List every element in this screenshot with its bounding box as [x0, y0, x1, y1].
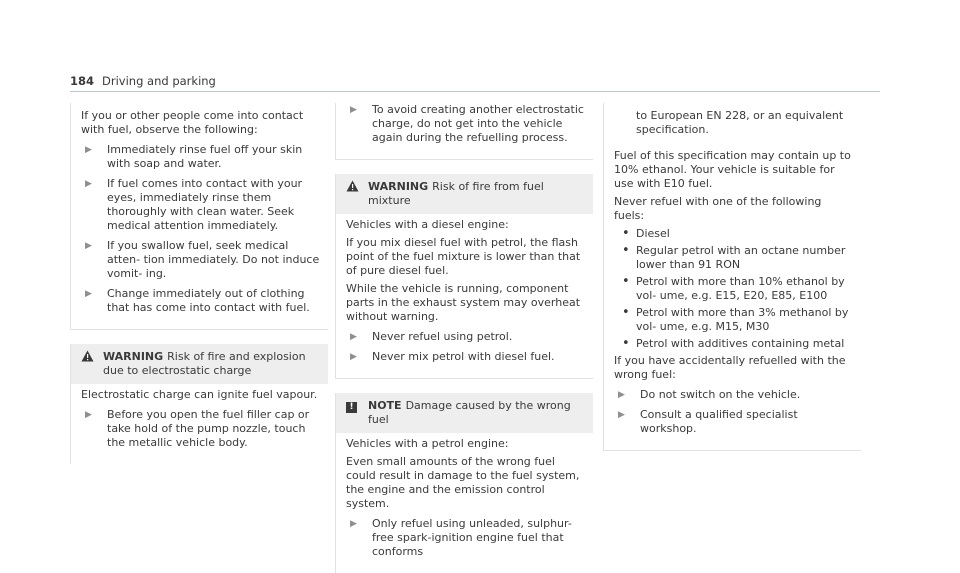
arrow-icon: ▶: [350, 352, 357, 362]
note-title: Damage caused by the wrong fuel: [368, 399, 571, 426]
column-3: [603, 103, 861, 451]
column-2: [335, 103, 593, 573]
step-item: ▶ Never mix petrol with diesel fuel.: [346, 350, 585, 364]
intro-text: If you or other people come into contact with fuel, observe the following:: [81, 109, 304, 136]
step-item: ▶ To avoid creating another electrostatic charge, do not get into the vehicle again during the refuelling process.: [346, 103, 585, 145]
arrow-icon: ▶: [85, 289, 92, 299]
note-label: NOTE: [368, 399, 402, 412]
arrow-icon: ▶: [85, 410, 92, 420]
warning-electrostatic: [70, 344, 328, 464]
step-item: ▶ If you swallow fuel, seek medical atten- tion immediately. Do not induce vomit- ing.: [81, 239, 320, 281]
warning-header: [71, 344, 328, 384]
page-number: 184: [70, 74, 95, 88]
body-para: Fuel of this specification may contain up to 10% ethanol. Your vehicle is suitable for use with E10 fuel.: [614, 149, 851, 190]
arrow-icon: ▶: [350, 105, 357, 115]
note-icon: !: [346, 402, 357, 413]
list-item: • Petrol with more than 10% ethanol by vol- ume, e.g. E15, E20, E85, E100: [614, 275, 853, 303]
list-item: • Regular petrol with an octane number lower than 91 RON: [614, 244, 853, 272]
arrow-icon: ▶: [85, 145, 92, 155]
step-item: ▶ Before you open the fuel filler cap or take hold of the pump nozzle, touch the metallic vehicle body.: [81, 408, 320, 450]
step-item: ▶ Do not switch on the vehicle.: [614, 388, 853, 402]
continued-text: to European EN 228, or an equivalent specification.: [636, 109, 844, 136]
fuel-contact-block: [70, 103, 328, 330]
body-para: If you have accidentally refuelled with the wrong fuel:: [614, 354, 846, 381]
section-title: Driving and parking: [102, 74, 216, 88]
arrow-icon: ▶: [350, 332, 357, 342]
warning-para: If you mix diesel fuel with petrol, the flash point of the fuel mixture is lower than that of pure diesel fuel.: [346, 236, 581, 277]
step-item: ▶ Immediately rinse fuel off your skin with soap and water.: [81, 143, 320, 171]
electrostatic-continued: [335, 103, 593, 160]
arrow-icon: ▶: [618, 390, 625, 400]
warning-text: Electrostatic charge can ignite fuel vapour.: [81, 388, 318, 401]
note-header: [336, 393, 593, 433]
warning-fuel-mixture: [335, 174, 593, 379]
list-item: • Petrol with more than 3% methanol by vol- ume, e.g. M15, M30: [614, 306, 853, 334]
step-item: ▶ Only refuel using unleaded, sulphur-free spark-ignition engine fuel that conforms: [346, 517, 585, 559]
warning-header: [336, 174, 593, 214]
body-para: Never refuel with one of the following fuels:: [614, 195, 822, 222]
warning-triangle-icon: [81, 350, 103, 366]
step-item: ▶ If fuel comes into contact with your eyes, immediately rinse them thoroughly with clean water. Seek medical attention immediately.: [81, 177, 320, 233]
column-1: [70, 103, 328, 464]
arrow-icon: ▶: [618, 410, 625, 420]
note-para: Vehicles with a petrol engine:: [346, 437, 509, 450]
note-wrong-fuel-continued: [603, 103, 861, 451]
step-item: ▶ Change immediately out of clothing that has come into contact with fuel.: [81, 287, 320, 315]
arrow-icon: ▶: [85, 179, 92, 189]
list-item: • Diesel: [614, 227, 853, 241]
arrow-icon: ▶: [85, 241, 92, 251]
arrow-icon: ▶: [350, 519, 357, 529]
page-header: [70, 74, 216, 88]
fuel-list: [614, 227, 853, 351]
warning-triangle-icon: [346, 180, 368, 196]
warning-label: WARNING: [368, 180, 429, 193]
list-item: • Petrol with additives containing metal: [614, 337, 853, 351]
warning-para: While the vehicle is running, component parts in the exhaust system may overheat without warning.: [346, 282, 581, 323]
warning-title: Risk of fire and explosion due to electrostatic charge: [103, 350, 306, 377]
warning-para: Vehicles with a diesel engine:: [346, 218, 509, 231]
step-item: ▶ Never refuel using petrol.: [346, 330, 585, 344]
warning-label: WARNING: [103, 350, 164, 363]
step-item: ▶ Consult a qualified specialist workshop.: [614, 408, 853, 436]
note-para: Even small amounts of the wrong fuel could result in damage to the fuel system, the engine and the emission control system.: [346, 455, 580, 510]
note-wrong-fuel: [335, 393, 593, 573]
header-rule: [70, 91, 880, 92]
warning-title: Risk of fire from fuel mixture: [368, 180, 544, 207]
